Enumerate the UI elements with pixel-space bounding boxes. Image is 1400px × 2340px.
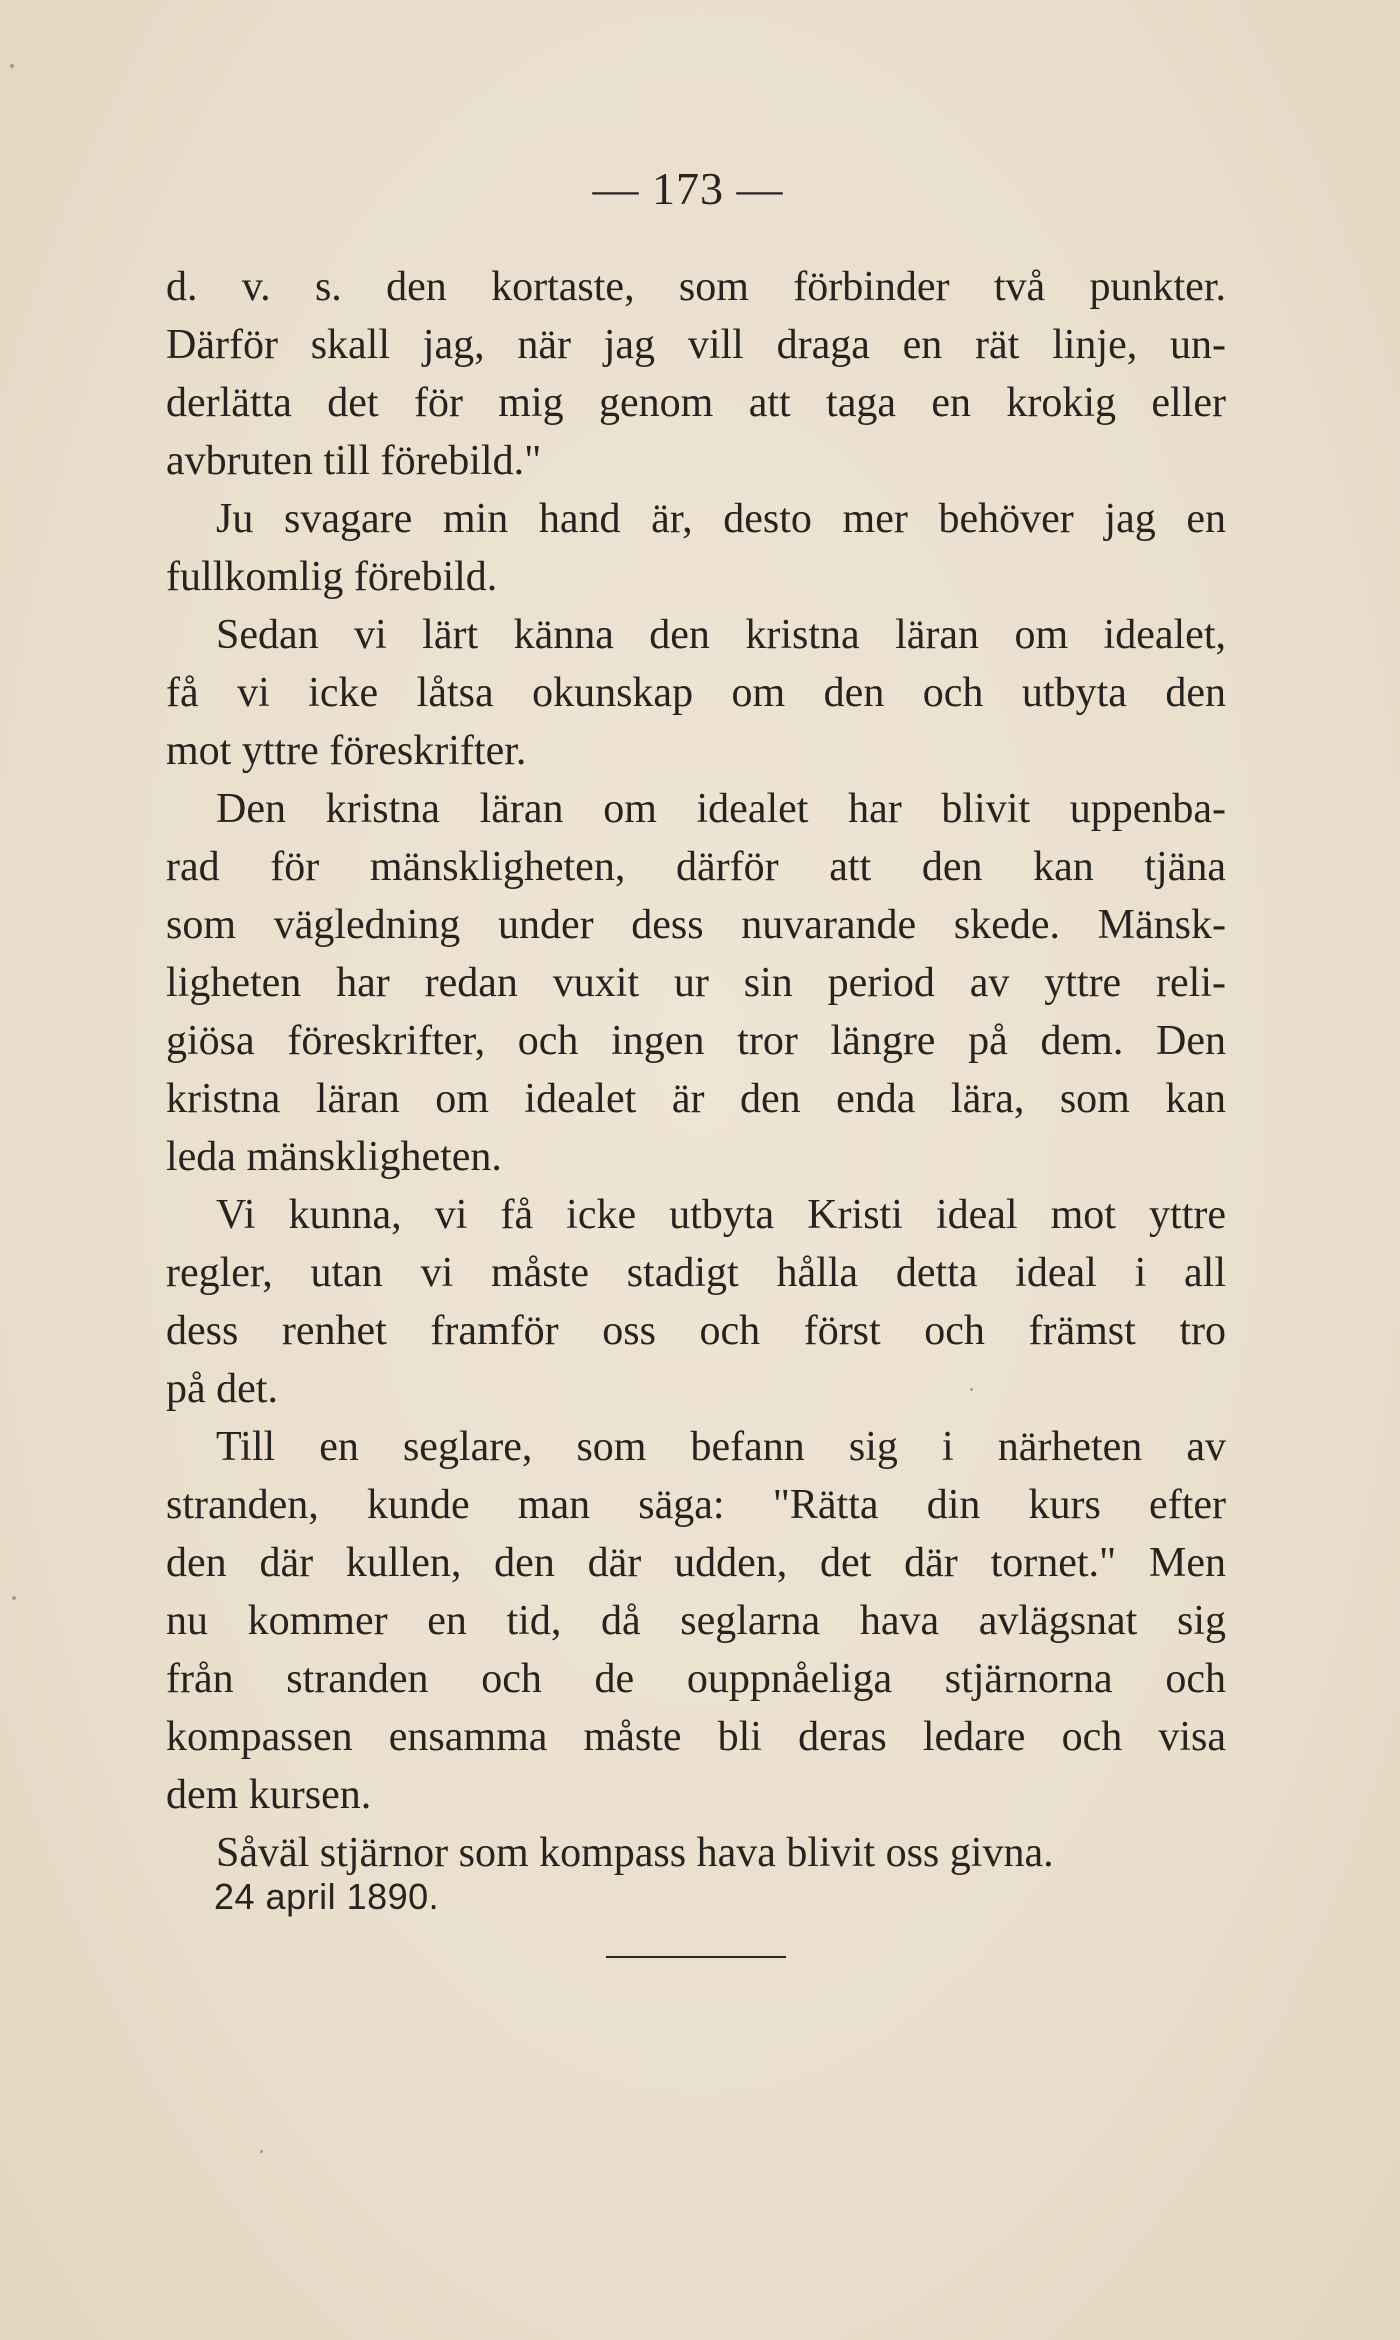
text-line: den där kullen, den där udden, det där tornet." Men	[166, 1540, 1226, 1586]
text-line: kompassen ensamma måste bli deras ledare och visa	[166, 1714, 1226, 1760]
section-divider	[606, 1956, 786, 1958]
text-line: dem kursen.	[166, 1772, 372, 1818]
paper-speck	[260, 2150, 263, 2153]
paper-speck	[12, 1596, 16, 1600]
paper-speck	[970, 1388, 973, 1391]
text-line: Ju svagare min hand är, desto mer behöver jag en	[216, 496, 1226, 542]
text-line: stranden, kunde man säga: "Rätta din kurs efter	[166, 1482, 1226, 1528]
text-line: rad för mänskligheten, därför att den kan tjäna	[166, 844, 1226, 890]
text-line: Vi kunna, vi få icke utbyta Kristi ideal mot yttre	[216, 1192, 1226, 1238]
text-line: Såväl stjärnor som kompass hava blivit oss givna.	[216, 1830, 1054, 1876]
text-line: leda mänskligheten.	[166, 1134, 502, 1180]
text-line: derlätta det för mig genom att taga en krokig eller	[166, 380, 1226, 426]
text-line: Sedan vi lärt känna den kristna läran om idealet,	[216, 612, 1226, 658]
text-line: Därför skall jag, när jag vill draga en rät linje, un-	[166, 322, 1226, 368]
date-line: 24 april 1890.	[214, 1876, 440, 1917]
text-line: som vägledning under dess nuvarande skede. Mänsk-	[166, 902, 1226, 948]
text-line: regler, utan vi måste stadigt hålla detta ideal i all	[166, 1250, 1226, 1296]
text-line: dess renhet framför oss och först och främst tro	[166, 1308, 1226, 1354]
text-line: d. v. s. den kortaste, som förbinder två punkter.	[166, 264, 1226, 310]
body-text	[166, 258, 1226, 1882]
text-line: ligheten har redan vuxit ur sin period av yttre reli-	[166, 960, 1226, 1006]
paper-speck	[10, 64, 14, 68]
page-number: — 173 —	[592, 163, 784, 214]
text-line: från stranden och de ouppnåeliga stjärnorna och	[166, 1656, 1226, 1702]
text-line: nu kommer en tid, då seglarna hava avlägsnat sig	[166, 1598, 1226, 1644]
text-line: Till en seglare, som befann sig i närheten av	[216, 1424, 1226, 1470]
text-line: på det.	[166, 1366, 278, 1412]
text-line: fullkomlig förebild.	[166, 554, 498, 600]
text-line: få vi icke låtsa okunskap om den och utbyta den	[166, 670, 1226, 716]
text-line: mot yttre föreskrifter.	[166, 728, 527, 774]
text-line: Den kristna läran om idealet har blivit uppenba-	[216, 786, 1226, 832]
text-line: avbruten till förebild."	[166, 438, 542, 484]
text-line: kristna läran om idealet är den enda lära, som kan	[166, 1076, 1226, 1122]
text-line: giösa föreskrifter, och ingen tror längre på dem. Den	[166, 1018, 1226, 1064]
